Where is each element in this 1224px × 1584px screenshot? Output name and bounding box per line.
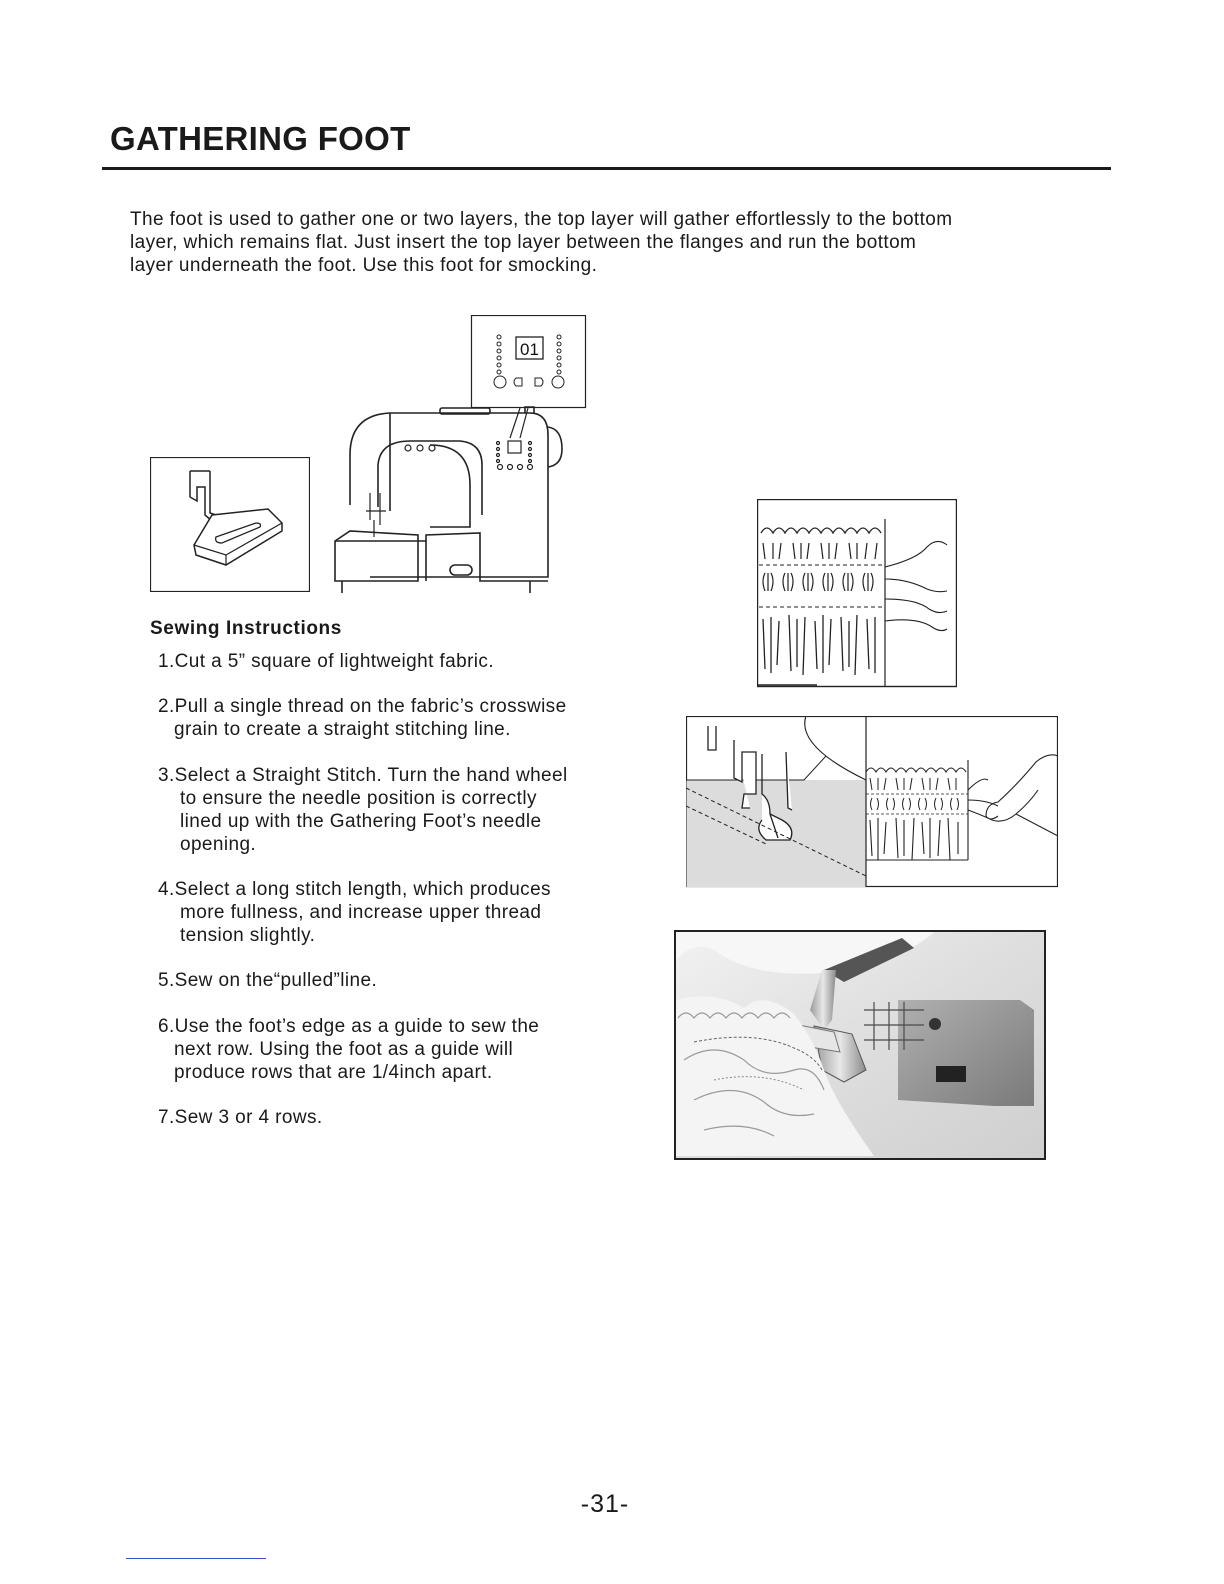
step-line: grain to create a straight stitching line. (174, 719, 511, 740)
step-line: tension slightly. (180, 925, 316, 946)
step-line: to ensure the needle position is correctly (180, 788, 537, 809)
instruction-step (158, 1106, 323, 1129)
step-line: lined up with the Gathering Foot’s needle (180, 811, 542, 832)
stitch-display-value: 01 (520, 340, 539, 359)
step-line: more fullness, and increase upper thread (180, 902, 542, 923)
sewing-machine-illustration (330, 315, 590, 595)
step-line: 3.Select a Straight Stitch. Turn the hand wheel (158, 765, 568, 786)
step-line: 1.Cut a 5” square of lightweight fabric. (158, 651, 495, 672)
step-line: next row. Using the foot as a guide will (174, 1039, 514, 1060)
step-line: produce rows that are 1/4inch apart. (174, 1062, 493, 1083)
step-line: opening. (180, 834, 257, 855)
footer-rule (126, 1558, 266, 1559)
intro-line: The foot is used to gather one or two layers, the top layer will gather effortlessly to the bottom (130, 209, 953, 230)
page-number: -31- (580, 1490, 630, 1518)
instruction-step (158, 878, 551, 947)
instruction-step (158, 764, 568, 856)
step-line: 2.Pull a single thread on the fabric’s crosswise (158, 696, 567, 717)
step-line: 6.Use the foot’s edge as a guide to sew the (158, 1016, 540, 1037)
intro-paragraph (130, 208, 1070, 277)
step-line: 4.Select a long stitch length, which produces (158, 879, 551, 900)
title-underline (102, 167, 1111, 170)
page-title: GATHERING FOOT (110, 120, 411, 157)
step-line: 7.Sew 3 or 4 rows. (158, 1107, 323, 1128)
instruction-step (158, 650, 494, 673)
control-panel-callout (472, 316, 586, 408)
intro-line: layer underneath the foot. Use this foot for smocking. (130, 255, 598, 276)
instruction-step (158, 695, 567, 741)
step-line: 5.Sew on the“pulled”line. (158, 970, 378, 991)
instructions-heading: Sewing Instructions (150, 618, 342, 639)
instruction-step (158, 1015, 539, 1084)
gathering-foot-photo (674, 930, 1046, 1160)
intro-line: layer, which remains flat. Just insert the top layer between the flanges and run the bottom (130, 232, 917, 253)
gathering-sewing-illustration (686, 716, 1058, 888)
gathering-foot-illustration (150, 457, 310, 592)
instruction-step (158, 969, 377, 992)
smocking-diagram (757, 499, 957, 689)
